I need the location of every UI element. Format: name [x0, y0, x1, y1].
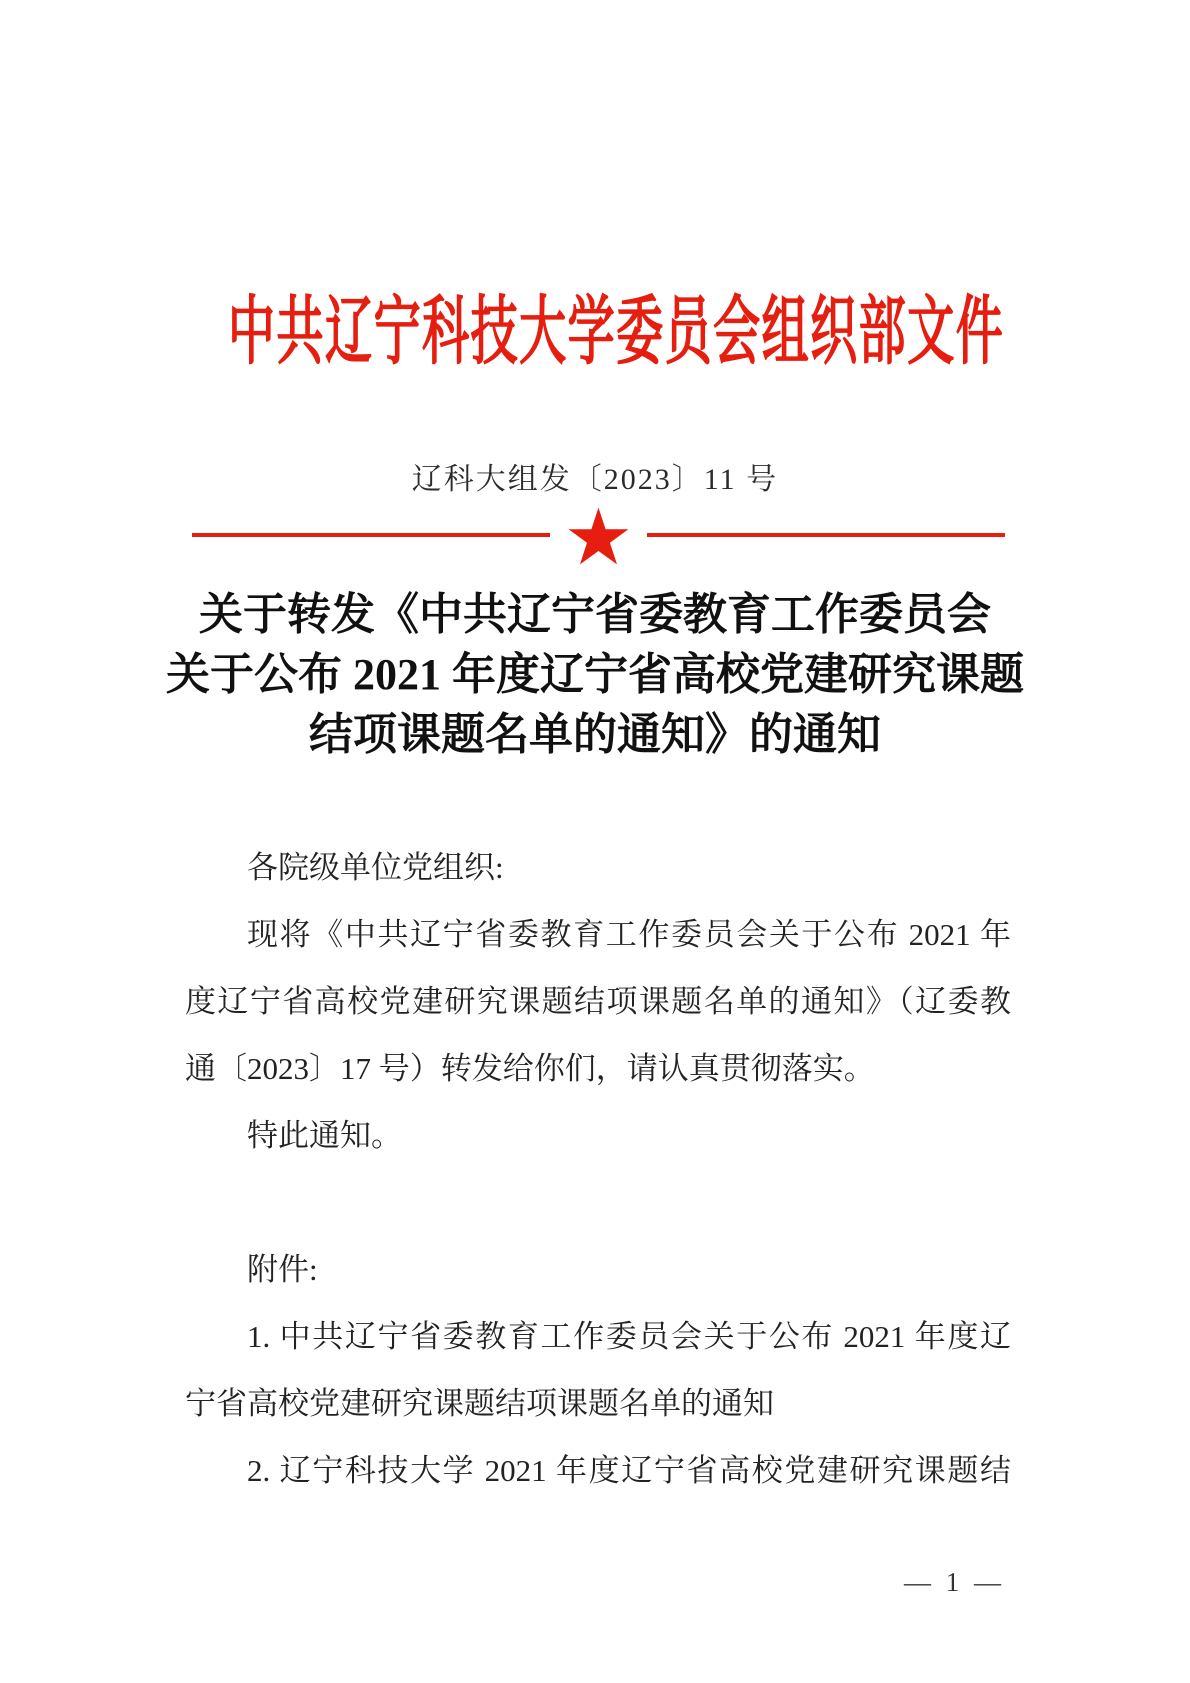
attachment1-line1: 1. 中共辽宁省委教育工作委员会关于公布 2021 年度辽	[247, 1319, 1011, 1354]
document-title	[60, 585, 1130, 765]
paragraph1-line2: 度辽宁省高校党建研究课题结项课题名单的通知》（辽委教	[185, 984, 1011, 1019]
document-title-line2: 关于公布 2021 年度辽宁省高校党建研究课题	[166, 650, 1024, 699]
red-rule-right	[647, 533, 1005, 537]
attachment2-line1: 2. 辽宁科技大学 2021 年度辽宁省高校党建研究课题结	[247, 1453, 1011, 1488]
star-icon: ★	[563, 493, 634, 583]
document-number: 辽科大组发〔2023〕11 号	[411, 463, 779, 496]
salutation: 各院级单位党组织:	[247, 850, 504, 885]
document-title-line3: 结项课题名单的通知》的通知	[309, 710, 881, 759]
attachment1-line2: 宁省高校党建研究课题结项课题名单的通知	[185, 1386, 774, 1421]
letterhead-title-text: 中共辽宁科技大学委员会组织部文件	[227, 291, 1005, 374]
paragraph1-line1: 现将《中共辽宁省委教育工作委员会关于公布 2021 年	[247, 917, 1011, 952]
letterhead-title	[0, 291, 1190, 374]
paragraph2: 特此通知。	[247, 1118, 402, 1153]
red-rule-left	[192, 533, 550, 537]
page-number: — 1 —	[904, 1567, 1005, 1597]
attachments-label: 附件:	[247, 1252, 318, 1287]
paragraph1-line3: 通〔2023〕17 号）转发给你们，请认真贯彻落实。	[185, 1051, 875, 1086]
document-title-line1: 关于转发《中共辽宁省委教育工作委员会	[199, 590, 991, 639]
document-body	[185, 834, 1011, 1504]
red-divider	[192, 493, 1005, 583]
blank-line	[185, 1169, 1011, 1236]
